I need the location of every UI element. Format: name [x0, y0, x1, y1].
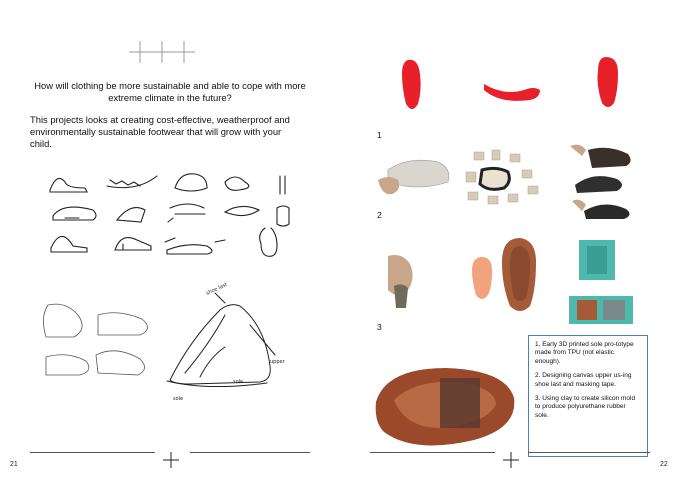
intro-description: This projects looks at creating cost-effective, weatherproof and environmentally sustainable footwear that will grow with your child.	[30, 114, 290, 149]
clay-mold-hands-photo	[380, 252, 430, 312]
caption-box	[528, 335, 648, 457]
pattern-pieces-photo	[462, 148, 547, 208]
sketch-label-upper: upper	[270, 359, 285, 365]
red-sole-photo-2	[482, 72, 542, 102]
red-sole-photo-3	[594, 55, 624, 110]
sketch-label-sole-2: sole	[173, 396, 184, 402]
orange-clay-sole-photo	[470, 255, 494, 305]
shoe-sketches-grid	[45, 168, 305, 258]
footer-cross-icon	[163, 452, 179, 468]
sketch-label-shoe-last: shoe last	[205, 281, 229, 297]
caption-3: 3. Using clay to create silicon mold to produce polyurethane rubber sole.	[535, 395, 636, 419]
page-number-left: 21	[10, 461, 18, 468]
step-number-1: 1	[377, 130, 382, 140]
sketch-label-sole: sole	[233, 379, 244, 385]
step-number-2: 2	[377, 210, 382, 220]
footer-cross-icon-right	[503, 452, 519, 468]
silicone-mold-photo-2	[567, 292, 637, 327]
canvas-upper-photo	[378, 150, 453, 200]
footer-rule-right-a	[370, 452, 495, 453]
caption-1: 1. Early 3D printed sole pro-totype made from TPU (not elastic enough).	[535, 341, 634, 365]
page-number-right: 22	[660, 461, 668, 468]
annotated-shoe-sketch	[155, 281, 295, 405]
step-number-3: 3	[377, 322, 382, 332]
final-shoe-photo	[370, 362, 520, 452]
footer-rule-left-a	[30, 452, 155, 453]
red-sole-photo-1	[398, 58, 428, 113]
sparkle-ornament-icon	[124, 40, 204, 64]
caption-2: 2. Designing canvas upper us-ing shoe last and masking tape.	[535, 372, 632, 388]
brown-sole-photo	[500, 236, 540, 316]
silicone-mold-photo-1	[573, 238, 623, 288]
shoe-last-photo-3	[570, 193, 640, 228]
upper-sketches	[38, 295, 158, 405]
footer-rule-right-b	[528, 452, 650, 453]
footer-rule-left-b	[190, 452, 310, 453]
intro-question: How will clothing be more sustainable and able to cope with more extreme climate in the future?	[34, 80, 306, 103]
